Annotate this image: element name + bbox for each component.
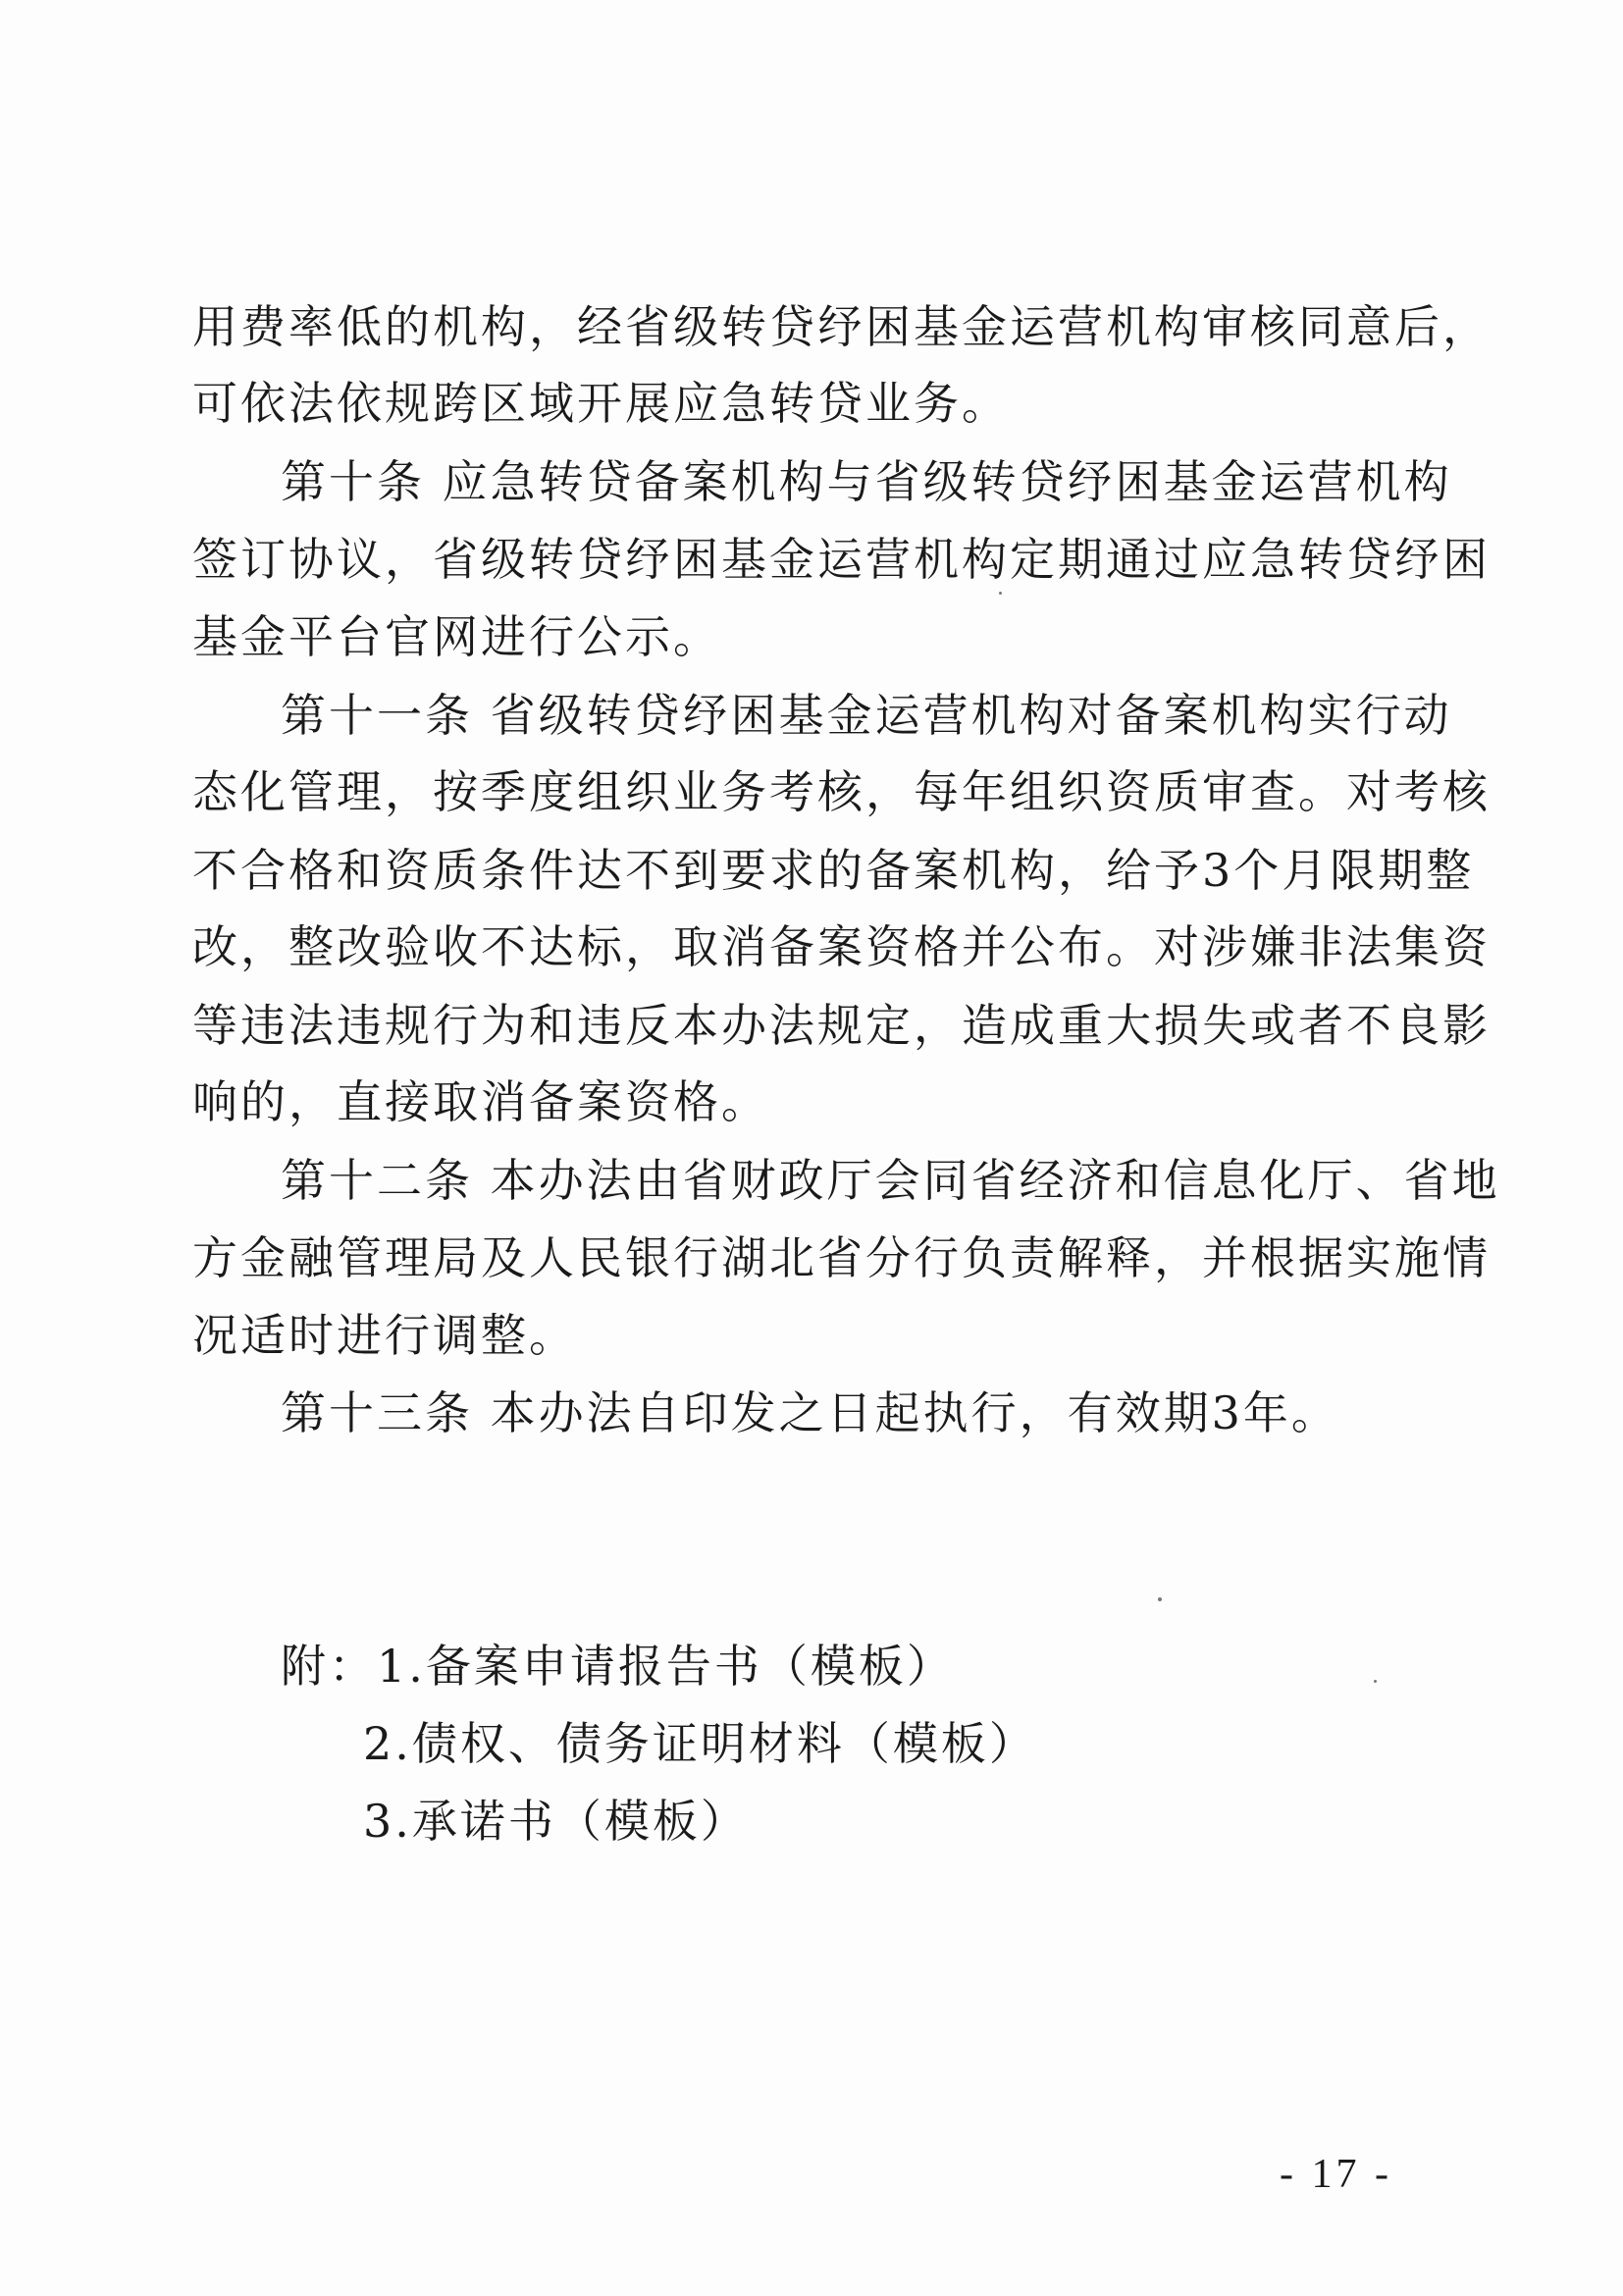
- attachment-item-2: 2.债权、债务证明材料（模板）: [363, 1717, 1037, 1770]
- article-10-line-2: 签订协议，省级转贷纾困基金运营机构定期通过应急转贷纾困: [192, 533, 1491, 586]
- article-13-line-1: 第十三条 本办法自印发之日起执行，有效期3年。: [281, 1386, 1339, 1439]
- article-11-line-6: 响的，直接取消备案资格。: [192, 1075, 769, 1128]
- article-10-line-3: 基金平台官网进行公示。: [192, 610, 721, 663]
- attachment-item-3: 3.承诺书（模板）: [363, 1795, 749, 1848]
- attachment-item-1: 附：1.备案申请报告书（模板）: [281, 1640, 955, 1693]
- scan-speck: [1158, 1597, 1162, 1601]
- article-10-line-1: 第十条 应急转贷备案机构与省级转贷纾困基金运营机构: [281, 455, 1452, 508]
- article-11-line-1: 第十一条 省级转贷纾困基金运营机构对备案机构实行动: [281, 689, 1452, 742]
- article-12-line-2: 方金融管理局及人民银行湖北省分行负责解释，并根据实施情: [192, 1231, 1491, 1284]
- page-number: - 17 -: [1280, 2152, 1392, 2197]
- article-11-line-3: 不合格和资质条件达不到要求的备案机构，给予3个月限期整: [192, 844, 1475, 897]
- body-line-2: 可依法依规跨区域开展应急转贷业务。: [192, 377, 1010, 430]
- article-11-line-4: 改，整改验收不达标，取消备案资格并公布。对涉嫌非法集资: [192, 920, 1491, 973]
- article-12-line-1: 第十二条 本办法由省财政厅会同省经济和信息化厅、省地: [281, 1154, 1500, 1207]
- article-12-line-3: 况适时进行调整。: [192, 1309, 577, 1362]
- article-11-line-2: 态化管理，按季度组织业务考核，每年组织资质审查。对考核: [192, 765, 1491, 818]
- scan-speck: [1374, 1680, 1377, 1683]
- scan-speck: [999, 592, 1002, 595]
- article-11-line-5: 等违法违规行为和违反本办法规定，造成重大损失或者不良影: [192, 999, 1491, 1052]
- body-line-1: 用费率低的机构，经省级转贷纾困基金运营机构审核同意后，: [192, 300, 1491, 353]
